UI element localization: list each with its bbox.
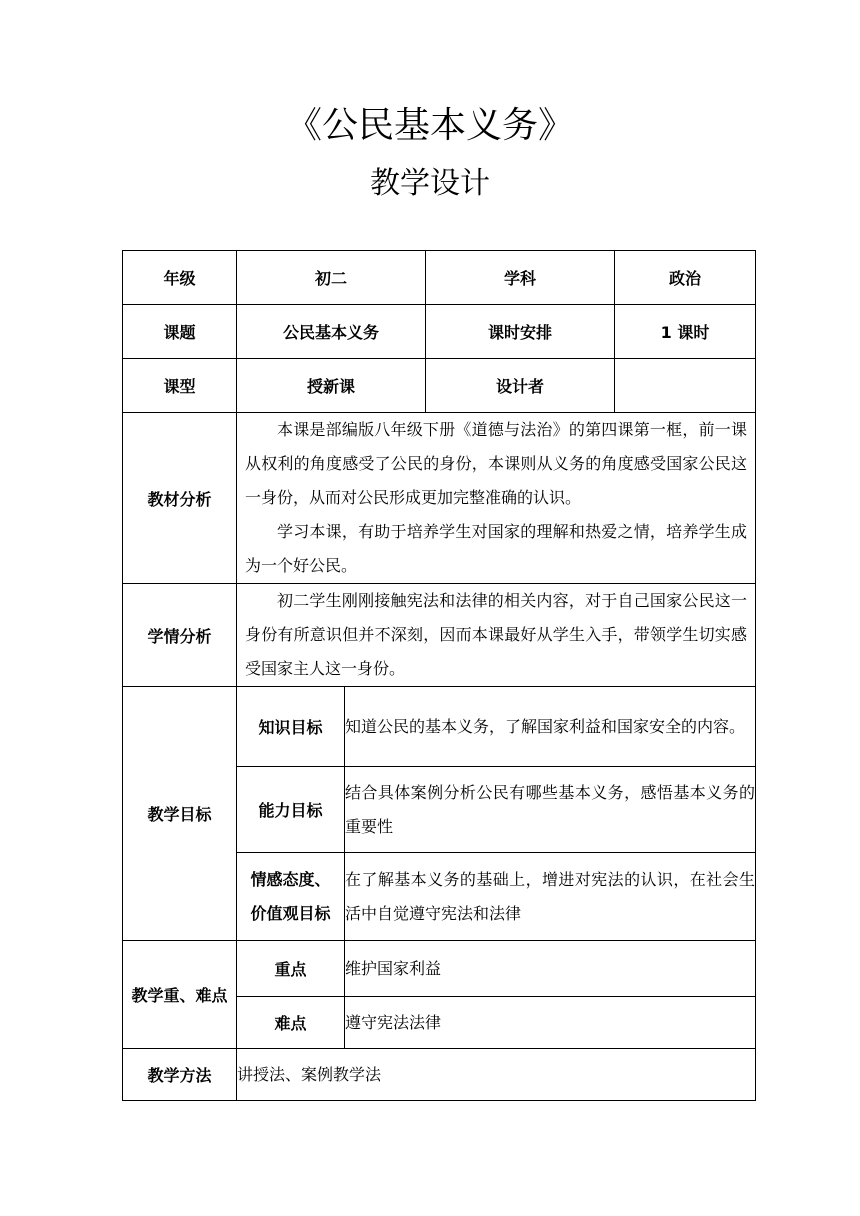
students-content [237, 584, 756, 687]
document-title: 《公民基本义务》 [285, 105, 574, 146]
grade-label: 年级 [123, 251, 237, 305]
method-value: 讲授法、案例教学法 [237, 1049, 756, 1101]
emotion-goal-label-line-1: 情感态度、 [250, 869, 331, 889]
document-subtitle: 教学设计 [370, 166, 490, 201]
type-label: 课型 [123, 359, 237, 413]
table-row [123, 251, 756, 305]
designer-value [615, 359, 756, 413]
method-label: 教学方法 [123, 1049, 237, 1101]
material-content [237, 413, 756, 584]
subject-value: 政治 [615, 251, 756, 305]
type-value: 授新课 [237, 359, 426, 413]
topic-label: 课题 [123, 305, 237, 359]
table-row [123, 687, 756, 767]
emotion-goal-label-line-2: 价值观目标 [250, 903, 331, 923]
difficult-point-label: 难点 [237, 997, 345, 1049]
students-paragraph: 初二学生刚刚接触宪法和法律的相关内容，对于自己国家公民这一身份有所意识但并不深刻，因而本课最好从学生入手，带领学生切实感受国家主人这一身份。 [245, 591, 748, 678]
key-point-label: 重点 [237, 941, 345, 997]
ability-goal-label: 能力目标 [237, 767, 345, 853]
table-row [123, 941, 756, 997]
designer-label: 设计者 [426, 359, 615, 413]
knowledge-goal: 知道公民的基本义务，了解国家利益和国家安全的内容。 [345, 687, 756, 767]
grade-value: 初二 [237, 251, 426, 305]
emotion-goal-label [237, 853, 345, 941]
table-row [123, 413, 756, 584]
lesson-plan-table [122, 250, 756, 1101]
material-label: 教材分析 [123, 413, 237, 584]
table-row [123, 1049, 756, 1101]
table-row [123, 359, 756, 413]
material-paragraph-2: 学习本课，有助于培养学生对国家的理解和热爱之情，培养学生成为一个好公民。 [245, 522, 748, 575]
difficult-point: 遵守宪法法律 [345, 997, 756, 1049]
key-point: 维护国家利益 [345, 941, 756, 997]
subject-label: 学科 [426, 251, 615, 305]
ability-goal: 结合具体案例分析公民有哪些基本义务，感悟基本义务的重要性 [345, 767, 756, 853]
schedule-value: 1 课时 [615, 305, 756, 359]
students-label: 学情分析 [123, 584, 237, 687]
table-row [123, 584, 756, 687]
schedule-label: 课时安排 [426, 305, 615, 359]
topic-value: 公民基本义务 [237, 305, 426, 359]
knowledge-goal-label: 知识目标 [237, 687, 345, 767]
emotion-goal: 在了解基本义务的基础上，增进对宪法的认识，在社会生活中自觉遵守宪法和法律 [345, 853, 756, 941]
table-row [123, 305, 756, 359]
material-paragraph-1: 本课是部编版八年级下册《道德与法治》的第四课第一框，前一课从权利的角度感受了公民的身份，本课则从义务的角度感受国家公民这一身份，从而对公民形成更加完整准确的认识。 [245, 420, 748, 507]
goals-label: 教学目标 [123, 687, 237, 941]
focus-label: 教学重、难点 [123, 941, 237, 1049]
